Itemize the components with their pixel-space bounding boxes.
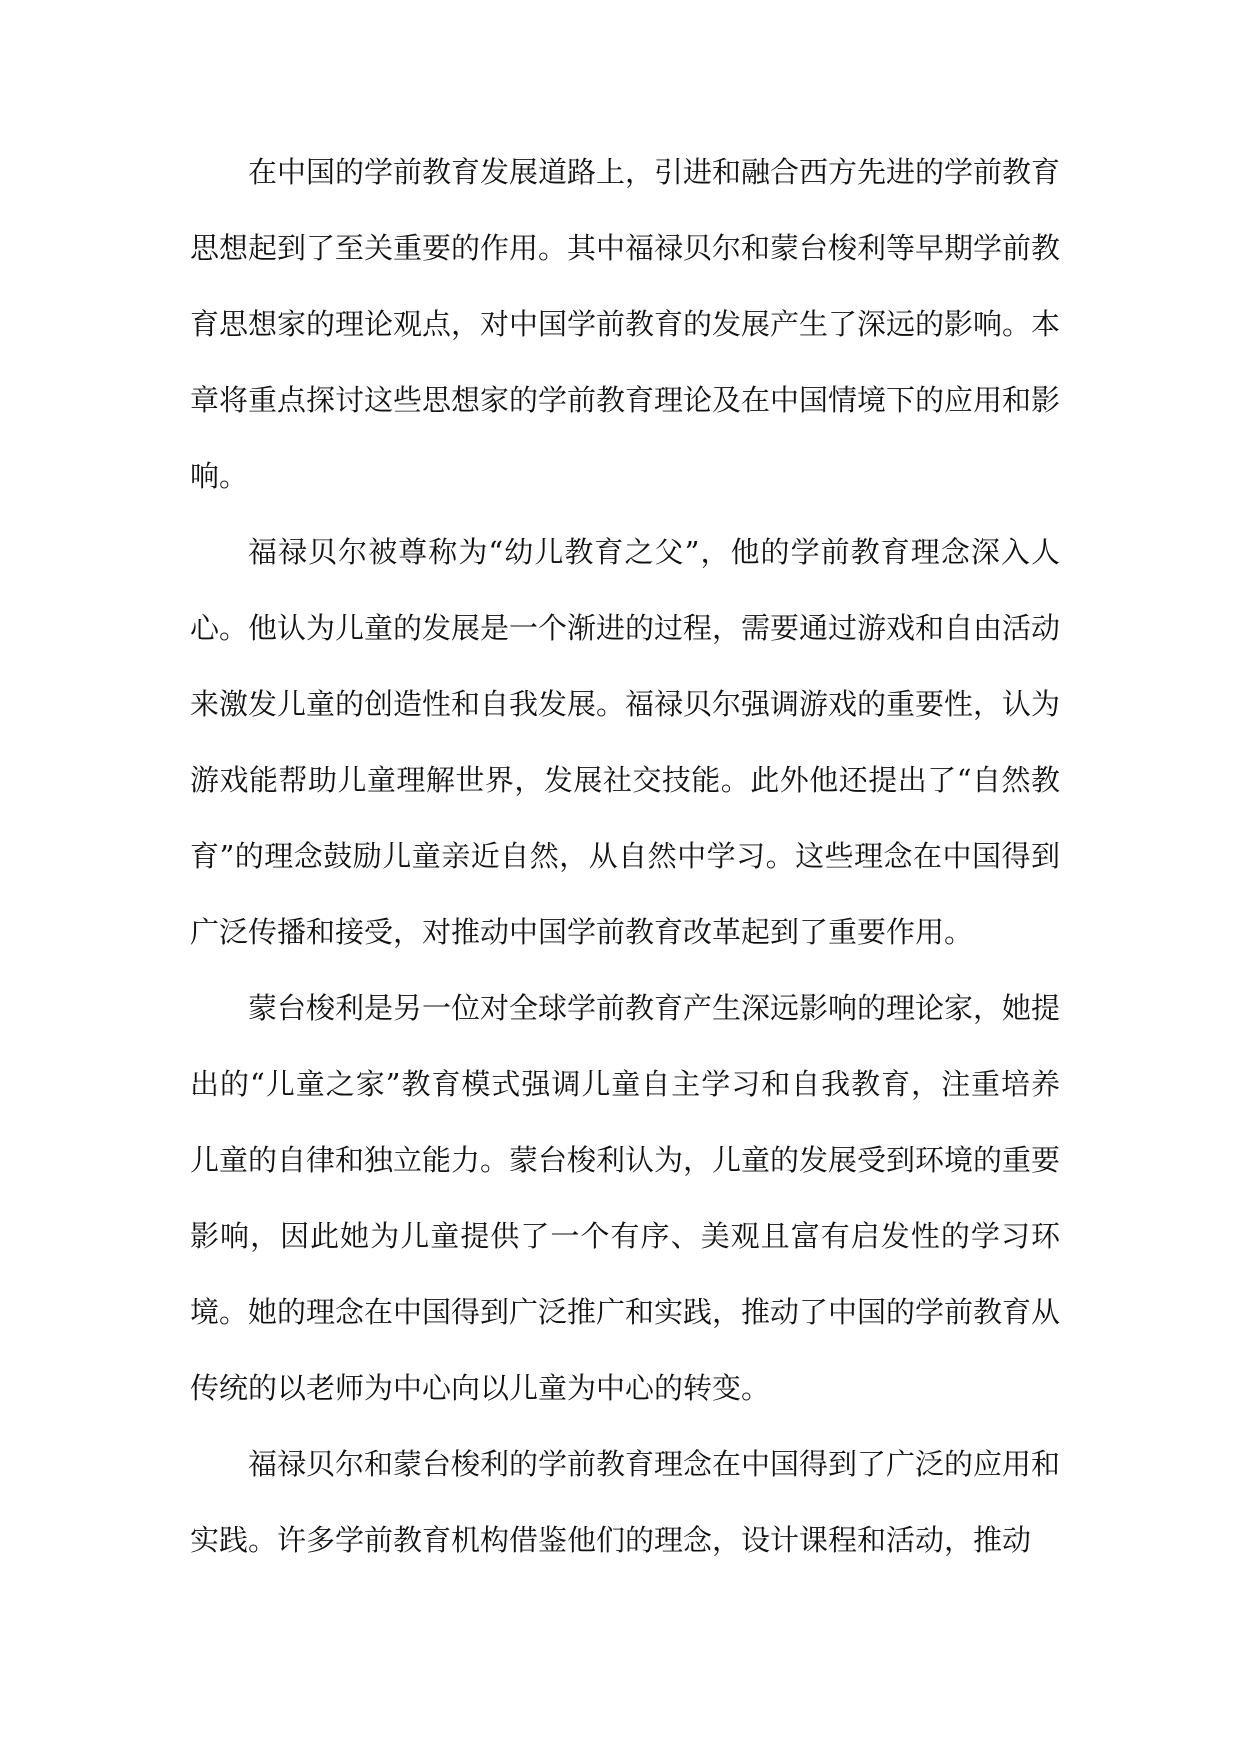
paragraph-application: 福禄贝尔和蒙台梭利的学前教育理念在中国得到了广泛的应用和实践。许多学前教育机构借鉴他们的理念，设计课程和活动，推动 [190,1447,1061,1557]
paragraph-montessori: 蒙台梭利是另一位对全球学前教育产生深远影响的理论家，她提出的“儿童之家”教育模式强调儿童自主学习和自我教育，注重培养儿童的自律和独立能力。蒙台梭利认为，儿童的发展受到环境的重要影响，因此她为儿童提供了一个有序、美观且富有启发性的学习环境。她的理念在中国得到广泛推广和实践，推动了中国的学前教育从传统的以老师为中心向以儿童为中心的转变。 [190,991,1061,1405]
document-body [190,134,1060,1578]
paragraph-intro: 在中国的学前教育发展道路上，引进和融合西方先进的学前教育思想起到了至关重要的作用。其中福禄贝尔和蒙台梭利等早期学前教育思想家的理论观点，对中国学前教育的发展产生了深远的影响。本章将重点探讨这些思想家的学前教育理论及在中国情境下的应用和影响。 [190,155,1061,493]
paragraph-froebel: 福禄贝尔被尊称为“幼儿教育之父”，他的学前教育理念深入人心。他认为儿童的发展是一个渐进的过程，需要通过游戏和自由活动来激发儿童的创造性和自我发展。福禄贝尔强调游戏的重要性，认为游戏能帮助儿童理解世界，发展社交技能。此外他还提出了“自然教育”的理念鼓励儿童亲近自然，从自然中学习。这些理念在中国得到广泛传播和接受，对推动中国学前教育改革起到了重要作用。 [190,535,1061,949]
